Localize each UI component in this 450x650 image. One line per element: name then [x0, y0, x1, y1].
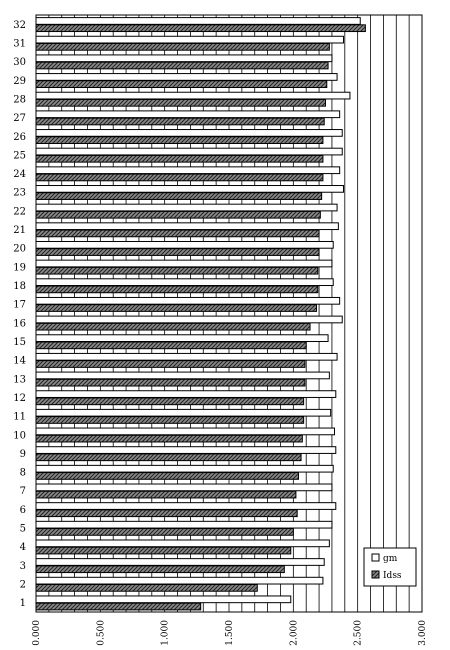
bar-gm-19 — [36, 260, 332, 267]
category-label: 9 — [19, 448, 26, 460]
category-label: 3 — [19, 560, 26, 572]
bar-idss-28 — [36, 99, 326, 106]
bar-idss-12 — [36, 398, 304, 405]
bar-gm-1 — [36, 596, 291, 603]
category-label: 32 — [13, 19, 26, 31]
bar-gm-22 — [36, 204, 337, 211]
bar-gm-28 — [36, 92, 350, 99]
category-label: 5 — [19, 523, 26, 535]
category-label: 30 — [13, 57, 26, 69]
category-label: 31 — [13, 38, 26, 50]
bar-idss-11 — [36, 417, 304, 424]
bar-gm-25 — [36, 148, 342, 155]
bar-gm-15 — [36, 335, 328, 342]
bar-idss-6 — [36, 510, 297, 517]
bar-idss-10 — [36, 435, 302, 442]
x-tick-label: 2.000 — [289, 620, 300, 646]
legend — [364, 548, 416, 586]
bar-gm-21 — [36, 223, 338, 230]
legend-label-idss: Idss — [383, 571, 402, 581]
x-tick-label: 3.000 — [418, 620, 428, 646]
bar-idss-9 — [36, 454, 301, 461]
category-label: 23 — [13, 187, 26, 199]
bar-idss-25 — [36, 155, 323, 162]
category-label: 20 — [13, 243, 26, 255]
category-label: 19 — [13, 262, 26, 274]
category-label: 22 — [13, 206, 26, 218]
bar-idss-5 — [36, 529, 293, 536]
category-label: 7 — [19, 486, 26, 498]
bar-idss-32 — [36, 25, 365, 32]
bar-idss-15 — [36, 342, 306, 349]
bar-idss-2 — [36, 585, 257, 592]
bar-idss-8 — [36, 473, 298, 480]
category-label: 18 — [13, 281, 26, 293]
category-label: 13 — [13, 374, 26, 386]
x-tick-label: 0.500 — [96, 620, 107, 646]
bar-gm-5 — [36, 521, 332, 528]
bar-idss-18 — [36, 286, 318, 293]
category-label: 28 — [13, 94, 26, 106]
bar-gm-13 — [36, 372, 329, 379]
bar-gm-6 — [36, 503, 336, 510]
category-label: 8 — [19, 467, 26, 479]
bar-gm-8 — [36, 465, 333, 472]
bar-idss-23 — [36, 193, 322, 200]
category-label: 14 — [13, 355, 26, 367]
bar-gm-11 — [36, 409, 331, 416]
category-label: 10 — [13, 430, 26, 442]
category-label: 15 — [13, 336, 26, 348]
bar-gm-4 — [36, 540, 329, 547]
bar-gm-27 — [36, 111, 340, 118]
x-tick-label: 1.500 — [225, 620, 235, 646]
category-label: 1 — [19, 598, 26, 610]
bar-idss-26 — [36, 137, 323, 144]
bar-gm-14 — [36, 353, 337, 360]
bar-idss-16 — [36, 323, 310, 330]
bar-gm-18 — [36, 279, 333, 286]
category-label: 27 — [13, 113, 26, 125]
bar-gm-7 — [36, 484, 332, 491]
category-label: 2 — [19, 579, 26, 591]
bar-gm-12 — [36, 391, 336, 398]
bar-gm-20 — [36, 241, 333, 248]
bar-idss-1 — [36, 603, 201, 610]
bar-gm-9 — [36, 447, 336, 454]
legend-swatch-idss — [372, 571, 379, 578]
bar-idss-14 — [36, 361, 305, 368]
bar-gm-3 — [36, 559, 324, 566]
category-label: 29 — [13, 75, 26, 87]
x-tick-label: 0.000 — [32, 620, 42, 646]
bar-gm-32 — [36, 18, 360, 25]
legend-swatch-gm — [372, 554, 379, 561]
bar-gm-17 — [36, 297, 340, 304]
bar-gm-16 — [36, 316, 342, 323]
category-label: 24 — [13, 169, 26, 181]
bar-idss-31 — [36, 43, 329, 50]
bar-idss-17 — [36, 305, 316, 312]
bars — [36, 18, 365, 610]
x-tick-label: 2.500 — [353, 620, 364, 646]
bar-gm-29 — [36, 74, 337, 81]
bar-gm-31 — [36, 36, 344, 43]
category-label: 21 — [13, 225, 26, 237]
bar-idss-30 — [36, 62, 328, 69]
bar-idss-3 — [36, 566, 284, 573]
bar-gm-23 — [36, 186, 344, 193]
bar-idss-20 — [36, 249, 319, 256]
bar-idss-4 — [36, 547, 291, 554]
bar-idss-29 — [36, 81, 327, 88]
bar-idss-24 — [36, 174, 323, 181]
bar-gm-10 — [36, 428, 335, 435]
bar-gm-30 — [36, 55, 332, 62]
bar-idss-19 — [36, 267, 318, 274]
legend-label-gm: gm — [383, 554, 398, 564]
x-tick-labels — [32, 620, 428, 646]
category-label: 4 — [19, 542, 26, 554]
category-label: 26 — [13, 131, 26, 143]
category-label: 11 — [13, 411, 26, 423]
bar-idss-13 — [36, 379, 305, 386]
category-label: 17 — [13, 299, 26, 311]
bar-idss-7 — [36, 491, 296, 498]
bar-idss-27 — [36, 118, 324, 125]
bar-gm-2 — [36, 577, 323, 584]
category-labels — [13, 20, 26, 609]
bar-idss-22 — [36, 211, 320, 218]
category-label: 6 — [19, 504, 26, 516]
bar-idss-21 — [36, 230, 319, 237]
bar-gm-24 — [36, 167, 340, 174]
bar-gm-26 — [36, 130, 342, 137]
category-label: 12 — [13, 392, 26, 404]
category-label: 25 — [13, 150, 26, 162]
x-tick-label: 1.000 — [160, 620, 171, 646]
category-label: 16 — [13, 318, 26, 330]
